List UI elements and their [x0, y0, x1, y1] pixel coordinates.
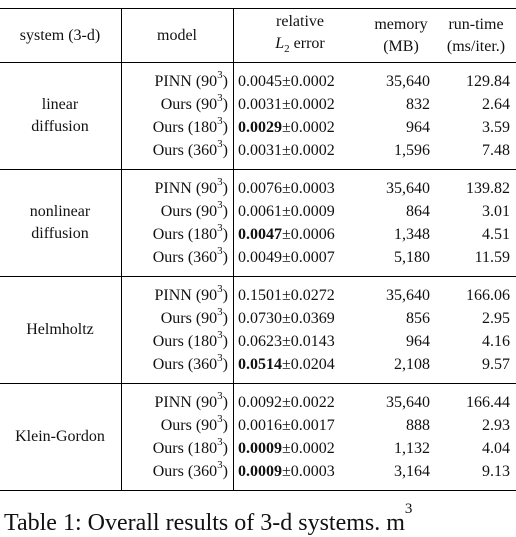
system-name-line: Helmholtz — [26, 321, 94, 338]
table-header — [0, 9, 516, 63]
error-cell: 0.0049±0.0007 — [238, 249, 335, 266]
error-cell: 0.0016±0.0017 — [238, 417, 335, 434]
runtime-cell: 11.59 — [474, 249, 510, 266]
error-cell: 0.0029±0.0002 — [238, 119, 335, 136]
error-cell: 0.0623±0.0143 — [238, 333, 335, 350]
memory-cell: 888 — [406, 417, 430, 434]
table-row — [0, 437, 516, 460]
memory-cell: 35,640 — [386, 73, 430, 90]
error-cell: 0.0730±0.0369 — [238, 310, 335, 327]
model-cell: Ours $(180^3)$ — [152, 435, 228, 457]
error-cell: 0.0045±0.0002 — [238, 73, 335, 90]
system-name-line: nonlinear — [29, 203, 91, 220]
table-row — [0, 200, 516, 223]
table-row — [0, 223, 516, 246]
table-row — [0, 139, 516, 162]
error-cell: 0.0047±0.0006 — [238, 226, 335, 243]
error-cell: 0.0092±0.0022 — [238, 394, 335, 411]
column-divider — [233, 9, 234, 62]
memory-cell: 5,180 — [394, 249, 430, 266]
table-row — [0, 284, 516, 307]
table-row — [0, 330, 516, 353]
runtime-cell: 166.06 — [466, 287, 510, 304]
model-cell: Ours $(90^3)$ — [160, 91, 228, 113]
memory-cell: 1,596 — [394, 142, 430, 159]
header-error — [236, 9, 364, 62]
system-name-line: diffusion — [31, 118, 89, 135]
error-cell: 0.0009±0.0003 — [238, 463, 335, 480]
memory-cell: 964 — [406, 333, 430, 350]
system-name-line: linear — [41, 96, 79, 113]
runtime-cell: 4.16 — [482, 333, 510, 350]
system-name-line: diffusion — [31, 225, 89, 242]
table-body — [0, 63, 516, 490]
model-cell: Ours $(180^3)$ — [152, 328, 228, 350]
table-row — [0, 307, 516, 330]
header-memory: memory (MB) — [374, 15, 428, 55]
system-name-line: Klein-Gordon — [15, 428, 105, 445]
table-row — [0, 460, 516, 483]
results-table — [0, 8, 516, 491]
runtime-cell: 129.84 — [466, 73, 510, 90]
error-cell: 0.0031±0.0002 — [238, 96, 335, 113]
runtime-cell: 139.82 — [466, 180, 510, 197]
error-cell: 0.0076±0.0003 — [238, 180, 335, 197]
runtime-cell: 4.04 — [482, 440, 510, 457]
table-row — [0, 116, 516, 139]
error-cell: 0.1501±0.0272 — [238, 287, 335, 304]
runtime-cell: 3.01 — [482, 203, 510, 220]
header-error-line2: $L_2$ error — [275, 34, 325, 56]
model-cell: PINN $(90^3)$ — [154, 175, 228, 197]
runtime-cell: 4.51 — [482, 226, 510, 243]
error-cell: 0.0031±0.0002 — [238, 142, 335, 159]
model-cell: PINN $(90^3)$ — [154, 282, 228, 304]
model-cell: Ours $(90^3)$ — [160, 412, 228, 434]
memory-cell: 856 — [406, 310, 430, 327]
memory-cell: 35,640 — [386, 394, 430, 411]
model-cell: PINN $(90^3)$ — [154, 389, 228, 411]
memory-cell: 35,640 — [386, 287, 430, 304]
header-system: system (3-d) — [19, 26, 101, 44]
model-cell: Ours $(90^3)$ — [160, 198, 228, 220]
model-cell: Ours $(90^3)$ — [160, 305, 228, 327]
runtime-cell: 3.59 — [482, 119, 510, 136]
runtime-cell: 166.44 — [466, 394, 510, 411]
memory-cell: 964 — [406, 119, 430, 136]
table-caption: Table 1: Overall results of 3-d systems. $m^3$ — [4, 501, 413, 536]
model-cell: PINN $(90^3)$ — [154, 68, 228, 90]
model-cell: Ours $(180^3)$ — [152, 221, 228, 243]
memory-cell: 1,132 — [394, 440, 430, 457]
runtime-cell: 2.93 — [482, 417, 510, 434]
model-cell: Ours $(360^3)$ — [152, 137, 228, 159]
table-group — [0, 277, 516, 384]
error-cell: 0.0514±0.0204 — [238, 356, 335, 373]
header-model: model — [157, 26, 197, 44]
model-cell: Ours $(180^3)$ — [152, 114, 228, 136]
table-group — [0, 170, 516, 277]
memory-cell: 35,640 — [386, 180, 430, 197]
error-cell: 0.0009±0.0002 — [238, 440, 335, 457]
memory-cell: 3,164 — [394, 463, 430, 480]
model-cell: Ours $(360^3)$ — [152, 244, 228, 266]
table-group — [0, 63, 516, 170]
header-error-line1: relative — [276, 12, 324, 30]
header-runtime: run-time (ms/iter.) — [446, 15, 506, 55]
memory-cell: 2,108 — [394, 356, 430, 373]
table-row — [0, 246, 516, 269]
table-group — [0, 384, 516, 490]
runtime-cell: 2.95 — [482, 310, 510, 327]
table-row — [0, 70, 516, 93]
memory-cell: 864 — [406, 203, 430, 220]
runtime-cell: 7.48 — [482, 142, 510, 159]
memory-cell: 1,348 — [394, 226, 430, 243]
runtime-cell: 9.13 — [482, 463, 510, 480]
table-row — [0, 93, 516, 116]
model-cell: Ours $(360^3)$ — [152, 351, 228, 373]
runtime-cell: 2.64 — [482, 96, 510, 113]
model-cell: Ours $(360^3)$ — [152, 458, 228, 480]
error-cell: 0.0061±0.0009 — [238, 203, 335, 220]
memory-cell: 832 — [406, 96, 430, 113]
runtime-cell: 9.57 — [482, 356, 510, 373]
table-row — [0, 391, 516, 414]
table-row — [0, 177, 516, 200]
table-row — [0, 414, 516, 437]
table-row — [0, 353, 516, 376]
